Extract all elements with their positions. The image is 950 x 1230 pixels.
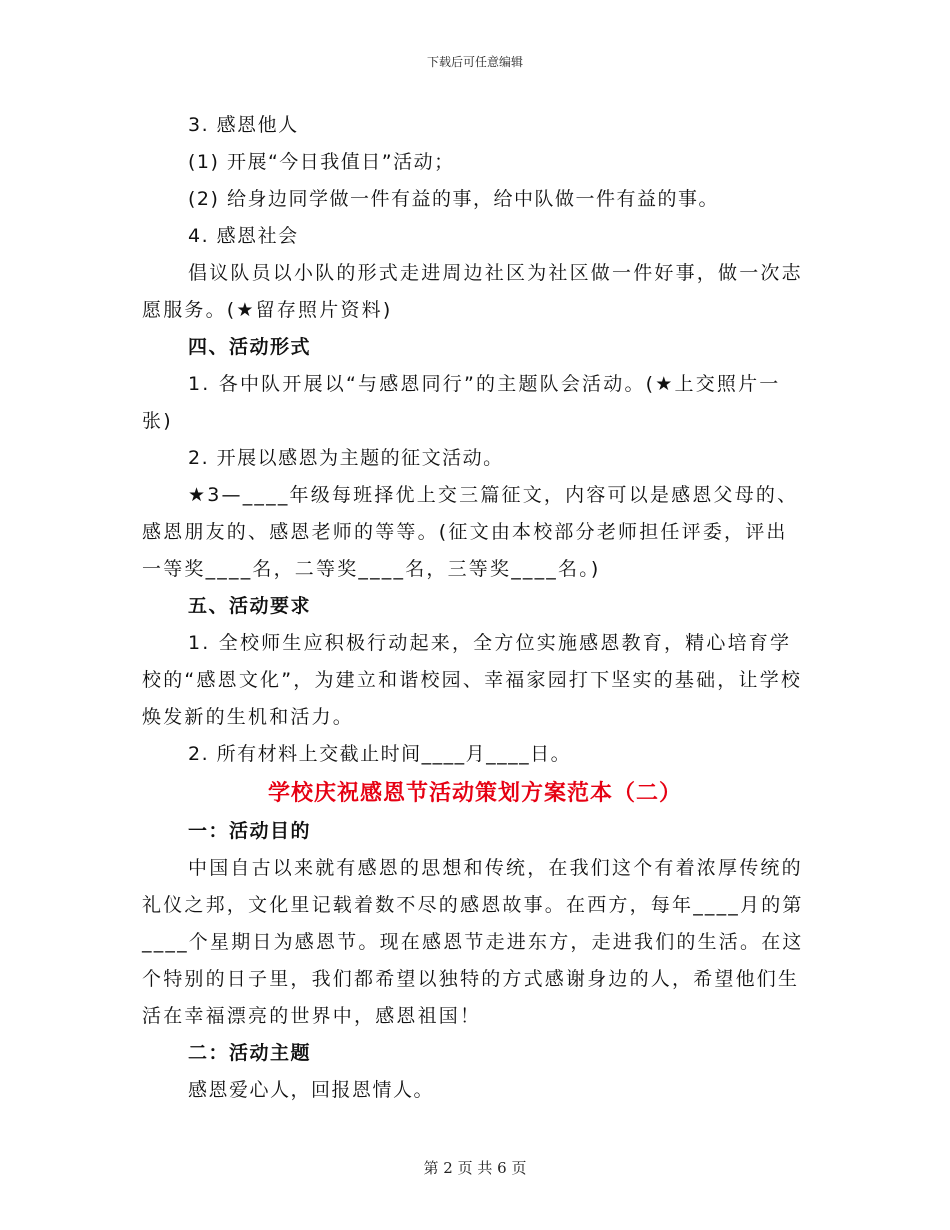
paragraph: 感恩爱心人，回报恩情人。 xyxy=(188,1079,435,1101)
paragraph: 1. 各中队开展以“与感恩同行”的主题队会活动。(★上交照片一张) xyxy=(142,373,781,432)
paragraph: ★3—____年级每班择优上交三篇征文，内容可以是感恩父母的、感恩朋友的、感恩老师的等等。(征文由本校部分老师担任评委，评出一等奖____名，二等奖____名，三等奖____名。) xyxy=(142,484,799,580)
document-body xyxy=(142,107,808,1109)
document-section-title: 学校庆祝感恩节活动策划方案范本（二） xyxy=(267,781,682,806)
paragraph: 倡议队员以小队的形式走进周边社区为社区做一件好事，做一次志愿服务。(★留存照片资料) xyxy=(142,262,803,321)
section-heading-activity-purpose: 一：活动目的 xyxy=(188,820,312,842)
page-number: 第 2 页 共 6 页 xyxy=(423,1159,527,1177)
paragraph: 中国自古以来就有感恩的思想和传统，在我们这个有着浓厚传统的礼仪之邦，文化里记载着数不尽的感恩故事。在西方，每年____月的第____个星期日为感恩节。现在感恩节走进东方，走进我们的生活。在这个特别的日子里，我们都希望以独特的方式感谢身边的人，希望他们生活在幸福漂亮的世界中，感恩祖国！ xyxy=(142,857,804,1027)
list-item: 2. 开展以感恩为主题的征文活动。 xyxy=(188,447,504,469)
list-item: 2. 所有材料上交截止时间____月____日。 xyxy=(188,743,572,765)
section-heading-thank-society: 4. 感恩社会 xyxy=(188,225,299,247)
section-heading-thank-others: 3. 感恩他人 xyxy=(188,114,299,136)
section-heading-activity-form: 四、活动形式 xyxy=(188,336,312,358)
section-heading-activity-theme: 二：活动主题 xyxy=(188,1042,312,1064)
section-heading-activity-requirements: 五、活动要求 xyxy=(188,595,312,617)
page-header-note: 下载后可任意编辑 xyxy=(426,55,523,69)
list-item: (1) 开展“今日我值日”活动； xyxy=(188,151,455,173)
paragraph: 1. 全校师生应积极行动起来，全方位实施感恩教育，精心培育学校的“感恩文化”，为建立和谐校园、幸福家园打下坚实的基础，让学校焕发新的生机和活力。 xyxy=(142,632,803,728)
list-item: (2) 给身边同学做一件有益的事，给中队做一件有益的事。 xyxy=(188,188,719,210)
